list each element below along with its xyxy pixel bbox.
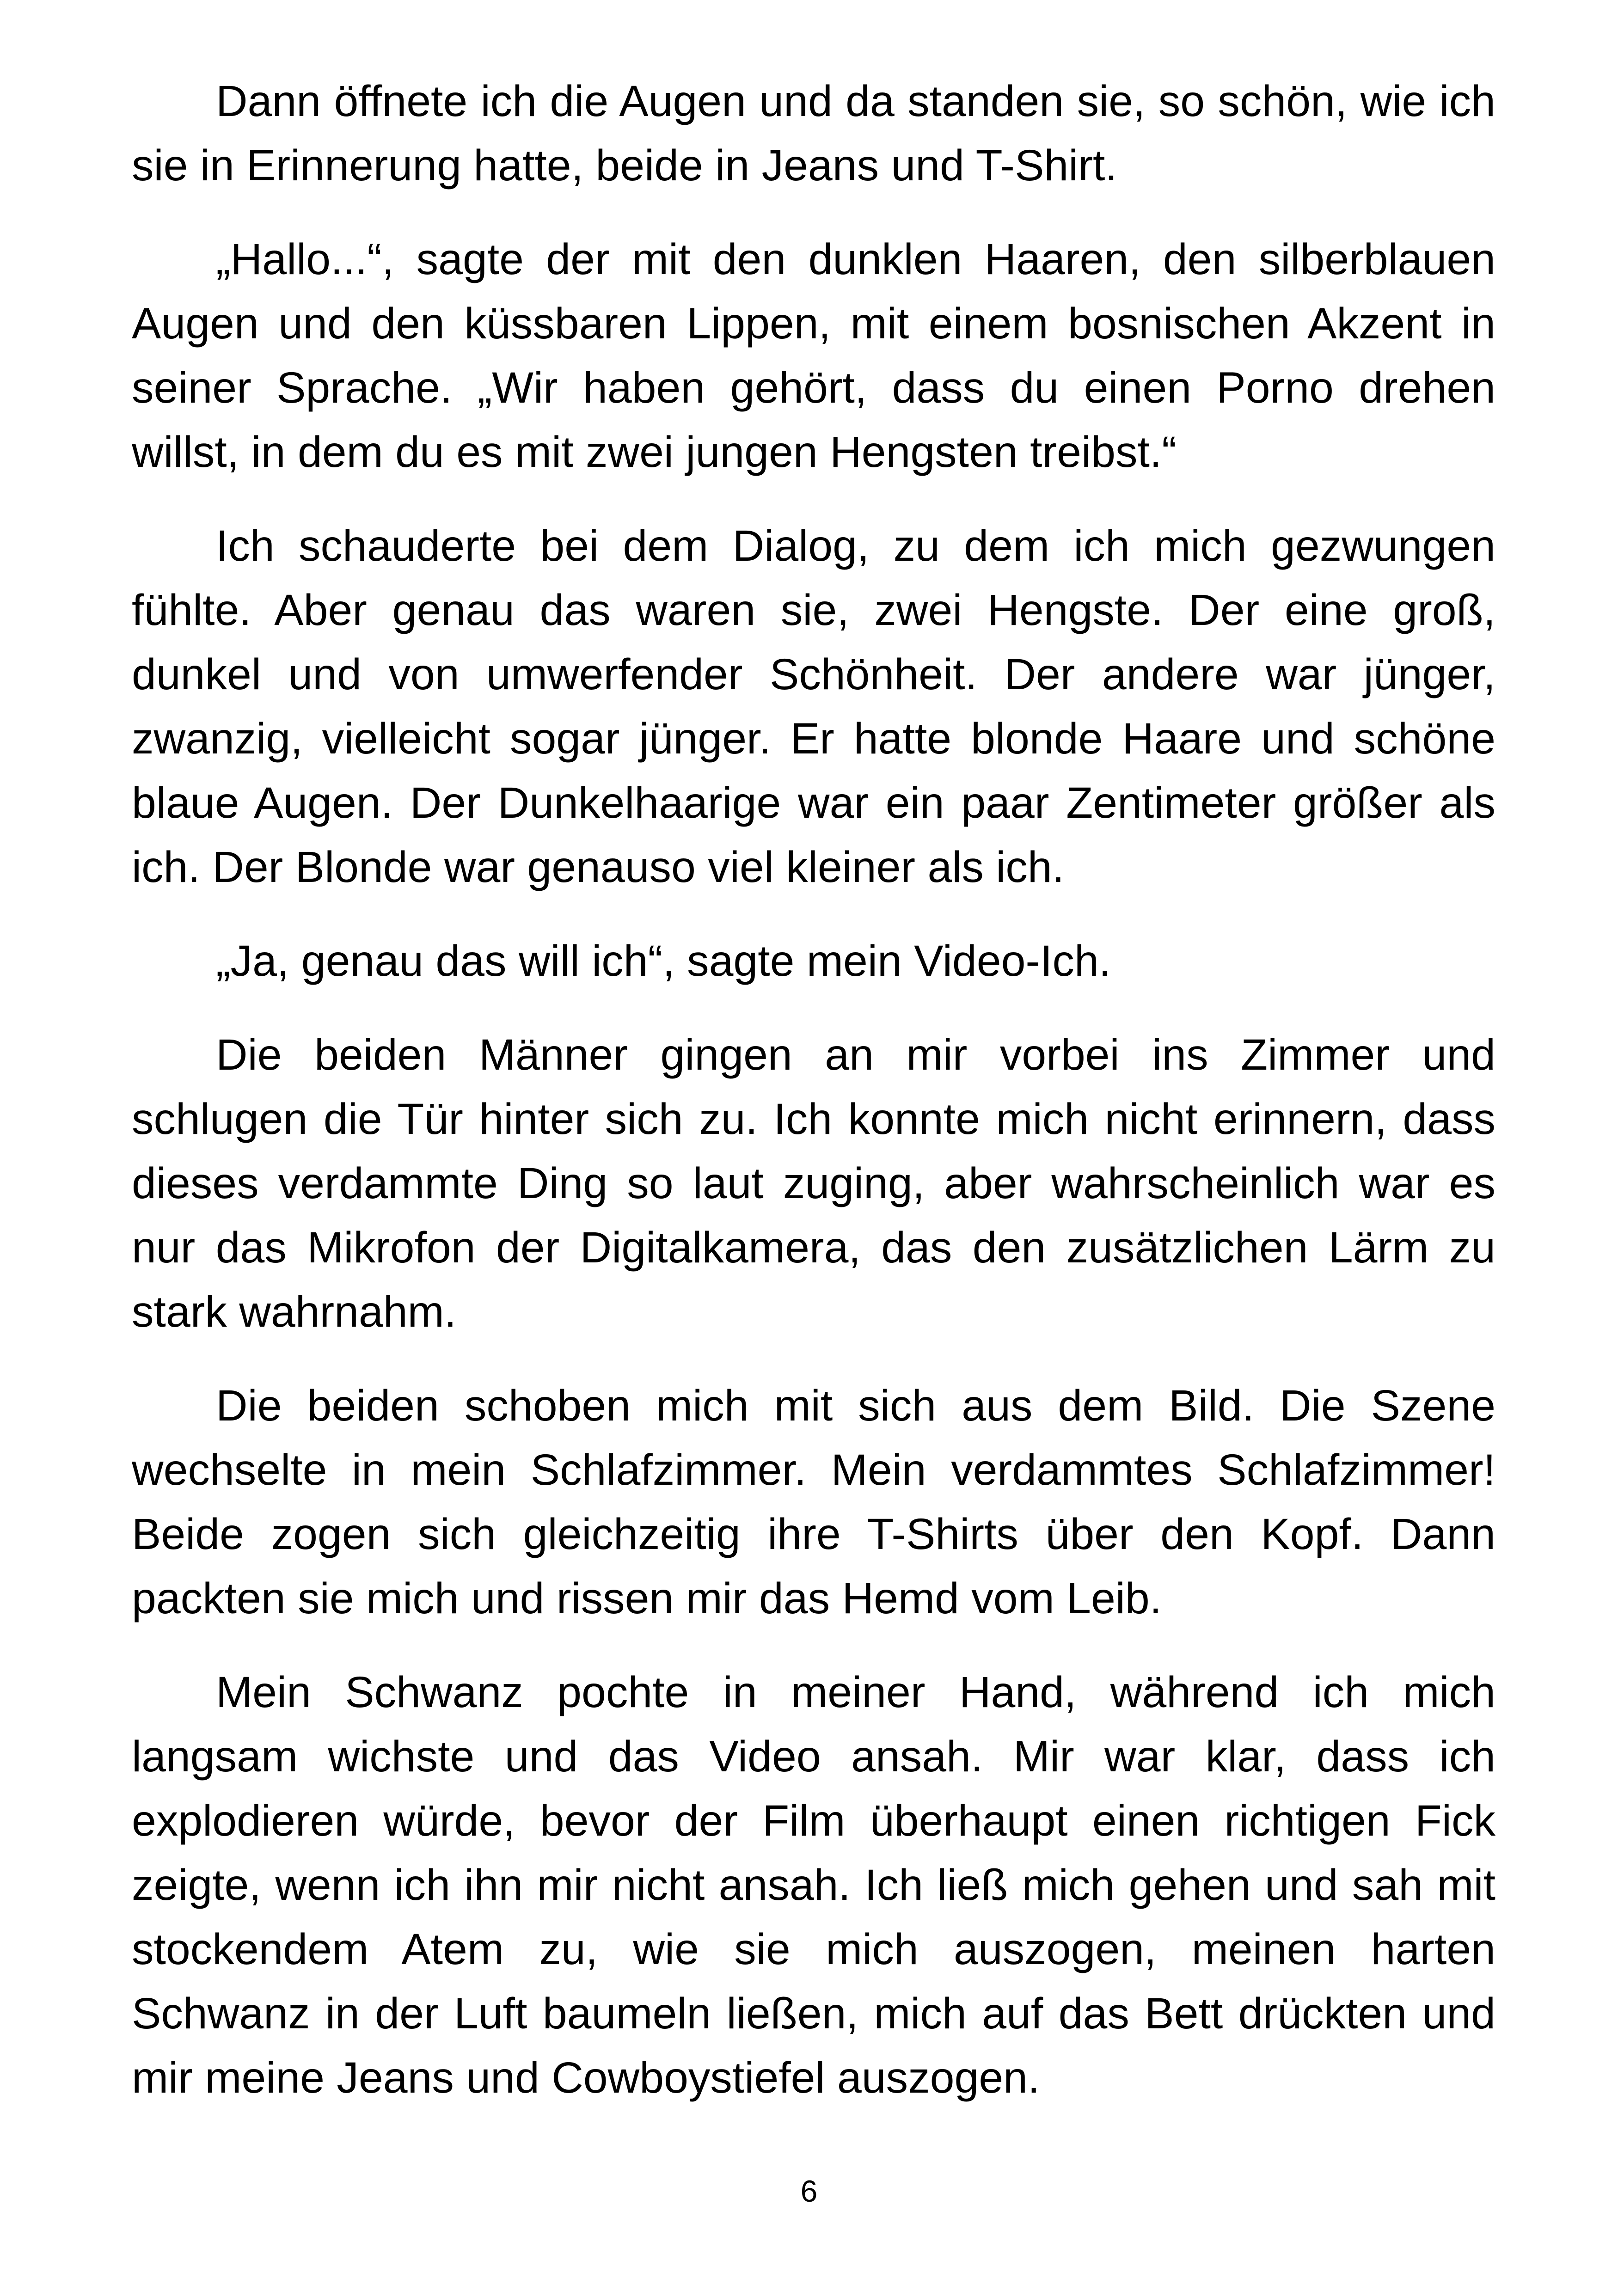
paragraph-2: „Hallo...“, sagte der mit den dunklen Haaren, den silberblauen Augen und den küssbaren Lippen, mit einem bosnischen Akzent in seiner Sprache. „Wir haben gehört, dass du einen Porno drehen willst, in dem du es mit zwei jungen Hengsten treibst.“ <box>132 235 1495 477</box>
paragraph-5: Die beiden Männer gingen an mir vorbei ins Zimmer und schlugen die Tür hinter sich zu. Ich konnte mich nicht erinnern, dass dieses verdammte Ding so laut zuging, aber wahrscheinlich war es nur das Mikrofon der Digitalkamera, das den zusätzlichen Lärm zu stark wahrnahm. <box>132 1030 1495 1336</box>
paragraph-6: Die beiden schoben mich mit sich aus dem Bild. Die Szene wechselte in mein Schlafzimmer. Mein verdammtes Schlafzimmer! Beide zogen sich gleichzeitig ihre T-Shirts über den Kopf. Dann packten sie mich und rissen mir das Hemd vom Leib. <box>132 1381 1495 1623</box>
paragraph-4: „Ja, genau das will ich“, sagte mein Video-Ich. <box>216 937 1111 986</box>
text-body <box>132 69 1495 2140</box>
paragraph-3: Ich schauderte bei dem Dialog, zu dem ich mich gezwungen fühlte. Aber genau das waren sie, zwei Hengste. Der eine groß, dunkel und von umwerfender Schönheit. Der andere war jünger, zwanzig, vielleicht sogar jünger. Er hatte blonde Haare und schöne blaue Augen. Der Dunkelhaarige war ein paar Zentimeter größer als ich. Der Blonde war genauso viel kleiner als ich. <box>132 521 1495 892</box>
paragraph-1: Dann öffnete ich die Augen und da standen sie, so schön, wie ich sie in Erinnerung hatte, beide in Jeans und T-Shirt. <box>132 77 1495 190</box>
page-number: 6 <box>800 2174 818 2208</box>
paragraph-7: Mein Schwanz pochte in meiner Hand, während ich mich langsam wichste und das Video ansah. Mir war klar, dass ich explodieren würde, bevor der Film überhaupt einen richtigen Fick zeigte, wenn ich ihn mir nicht ansah. Ich ließ mich gehen und sah mit stockendem Atem zu, wie sie mich auszogen, meinen harten Schwanz in der Luft baumeln ließen, mich auf das Bett drückten und mir meine Jeans und Cowboystiefel auszogen. <box>132 1668 1495 2102</box>
